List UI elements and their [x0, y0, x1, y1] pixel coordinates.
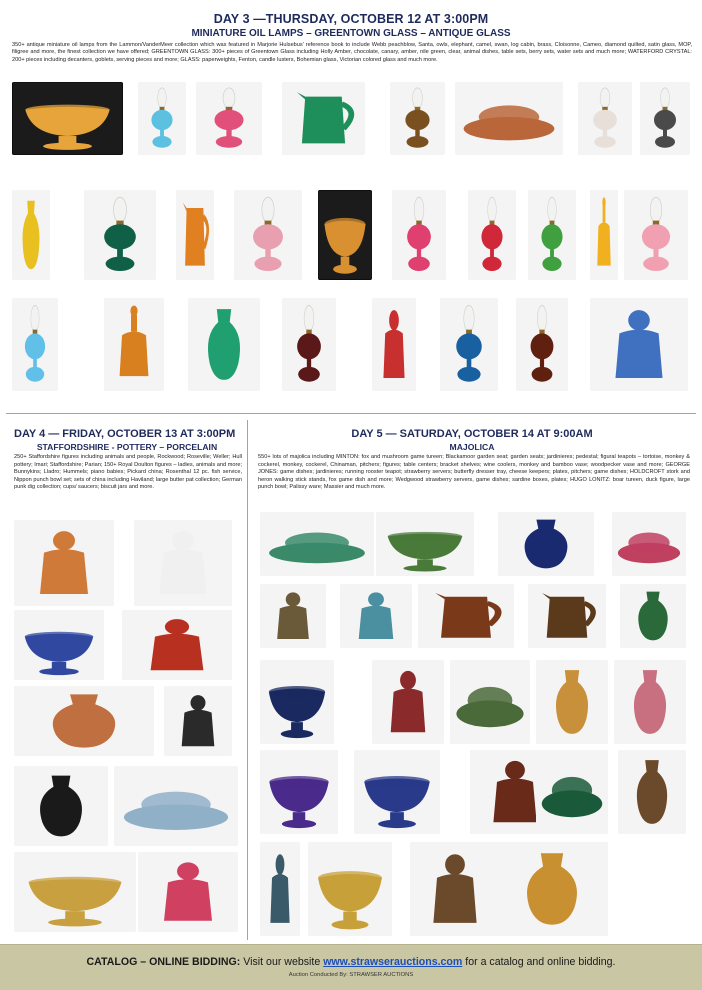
photo-blackamoor-seat	[410, 842, 500, 936]
photo-swan-vases	[498, 512, 594, 576]
photo-nippon-punch-set	[14, 852, 136, 932]
day5-header	[252, 428, 692, 452]
footer-auctioneer: Auction Conducted By: STRAWSER AUCTIONS	[288, 972, 414, 978]
photo-painted-lamp	[578, 82, 632, 155]
website-link[interactable]: www.strawserauctions.com	[323, 956, 463, 968]
photo-amber-compote	[318, 190, 372, 280]
photo-elephant-figure	[164, 686, 232, 756]
photo-boat-centerpiece	[260, 512, 374, 576]
photo-rooster-teapot	[418, 584, 514, 648]
day3-description: 350+ antique miniature oil lamps from the Lammon/VanderMeer collection which was featured in Marjorie Hulsebus' reference book to include Webb peachblow, Santa, owls, elephant, camel, swan, log cabin, brass, Cloisonne, Cameo, diamond quilted, satin glass, MOP, filigree and more, the finest collection we have offered; GREENTOWN GLASS: 300+ pieces of Greentown Glass including Holly Amber, chocolate, canary, amber, nile green, clear, animal dishes, table sets, berry sets, water sets and much more; WATERFORD CRYSTAL: 200+ pieces including decanters, goblets, serving pieces and more; GLASS: paperweights, Fenton, candle lusters, Bohemian glass, Victorian colored glass and much more.	[12, 42, 692, 63]
day5-title: DAY 5 — SATURDAY, OCTOBER 14 AT 9:00AM	[351, 428, 593, 440]
photo-wall-vase	[618, 750, 686, 834]
photo-cobalt-jardiniere	[260, 660, 334, 744]
photo-lily-plate	[536, 750, 608, 834]
photo-brown-lamp	[516, 298, 568, 391]
photo-pink-urn	[614, 660, 686, 744]
photo-cranberry-lamp	[392, 190, 446, 280]
day3-header	[0, 12, 702, 39]
photo-figural-lady	[372, 660, 444, 744]
photo-oyster-plate	[450, 660, 530, 744]
photo-pink-box	[612, 512, 686, 576]
photo-amethyst-lamp	[282, 298, 336, 391]
photo-punch-bowl	[308, 842, 392, 936]
photo-butter-dome	[354, 750, 440, 834]
photo-blue-stem-lamp	[440, 298, 498, 391]
photo-heron-vase	[620, 584, 686, 648]
photo-owl-lamp	[528, 190, 576, 280]
photo-bracket-shelves	[260, 842, 300, 936]
photo-cheese-keeper	[260, 750, 338, 834]
photo-animal-dish	[455, 82, 563, 155]
photo-staffordshire-horses	[14, 520, 114, 606]
photo-amber-decanter	[590, 190, 618, 280]
photo-green-pitcher	[282, 82, 365, 155]
photo-brass-lamp	[390, 82, 445, 155]
photo-green-vases	[188, 298, 260, 391]
photo-duck-figure	[260, 584, 326, 648]
photo-yellow-vase	[12, 190, 50, 280]
photo-camel-lamp	[590, 298, 688, 391]
photo-staffordshire-cows	[122, 610, 232, 680]
photo-pink-satin-lamp	[234, 190, 302, 280]
photo-amber-cruet	[104, 298, 164, 391]
day3-title: DAY 3 —THURSDAY, OCTOBER 12 AT 3:00PM	[213, 12, 489, 26]
photo-pewter-lamp	[640, 82, 690, 155]
photo-blue-jardiniere	[14, 610, 104, 680]
photo-orange-pitcher	[176, 190, 214, 280]
photo-black-vase	[14, 766, 108, 846]
footer-banner	[0, 944, 702, 990]
photo-garden-seat	[536, 660, 608, 744]
photo-red-lamp	[468, 190, 516, 280]
day5-description: 550+ lots of majolica including MINTON: fox and mushroom game tureen; Blackamoor garden seat; garden seats; jardinieres; pedestal; figural teapots – tortoise, monkey & cockerel, monkey, cockerel, Chinaman, pitchers; figures; table centers; bracket shelves; wine coolers, monkey and bamboo vase; woodpecker vase and more; GEORGE JONES: game dishes; jardinieres; running rooster teapot; strawberry servers; butterfly dresser tray, cheese keepers; plates, pitchers; game dishes; HOLDCROFT stork and heron walking stick stands, fox game dish and more; Wedgwood strawberry servers, game dishes; sardine boxes, plates; HUGO LONITZ: boar tureen, duck figure, large punch bowl; Palissy ware; Massier and much more.	[258, 454, 690, 491]
photo-staffordshire-dogs	[134, 520, 232, 606]
section-divider-vertical	[247, 420, 248, 940]
footer-line	[0, 956, 702, 968]
day4-header	[14, 428, 240, 452]
photo-figural-shell	[340, 584, 412, 648]
footer-text-before: Visit our website	[243, 956, 321, 968]
photo-green-lamp	[84, 190, 156, 280]
day4-title: DAY 4 — FRIDAY, OCTOBER 13 AT 3:00PM	[14, 428, 236, 440]
photo-pink-lamp	[196, 82, 262, 155]
photo-doulton-figures	[138, 852, 238, 932]
photo-game-tureen	[376, 512, 474, 576]
photo-amber-bowl	[12, 82, 123, 155]
footer-text-after: for a catalog and online bidding.	[465, 956, 616, 968]
day5-subtitle: MAJOLICA	[449, 442, 495, 452]
day4-description: 250+ Staffordshire figures including animals and people, Rockwood; Roseville; Weller; Hull pottery; Imari; Staffordshire; Parian; 150+ Royal Doulton figures – ladies, animals and more; Bunnykins; Lladro; Hummels; piano babies; Pickard china; Rosenthal 12 pc. fish service, Nippon punch bowl set; sets of china including Haviland; large butter pat collection; German punk dig collection; cups/ saucers; biscuit jars and more.	[14, 454, 242, 491]
day4-subtitle: STAFFORDSHIRE - POTTERY – PORCELAIN	[36, 442, 218, 452]
photo-tortoise-teapot	[528, 584, 606, 648]
photo-pottery-vases	[14, 686, 154, 756]
photo-fish-service	[114, 766, 238, 846]
section-divider-horizontal	[6, 413, 696, 414]
footer-lead: CATALOG – ONLINE BIDDING:	[86, 956, 241, 968]
day3-subtitle: MINIATURE OIL LAMPS – GREENTOWN GLASS – ANTIQUE GLASS	[191, 28, 511, 39]
photo-santa-lamp	[372, 298, 416, 391]
photo-pink-dome-lamp	[624, 190, 688, 280]
photo-aqua-lamp	[12, 298, 58, 391]
photo-bamboo-vase	[496, 842, 608, 936]
photo-blue-lamp	[138, 82, 186, 155]
